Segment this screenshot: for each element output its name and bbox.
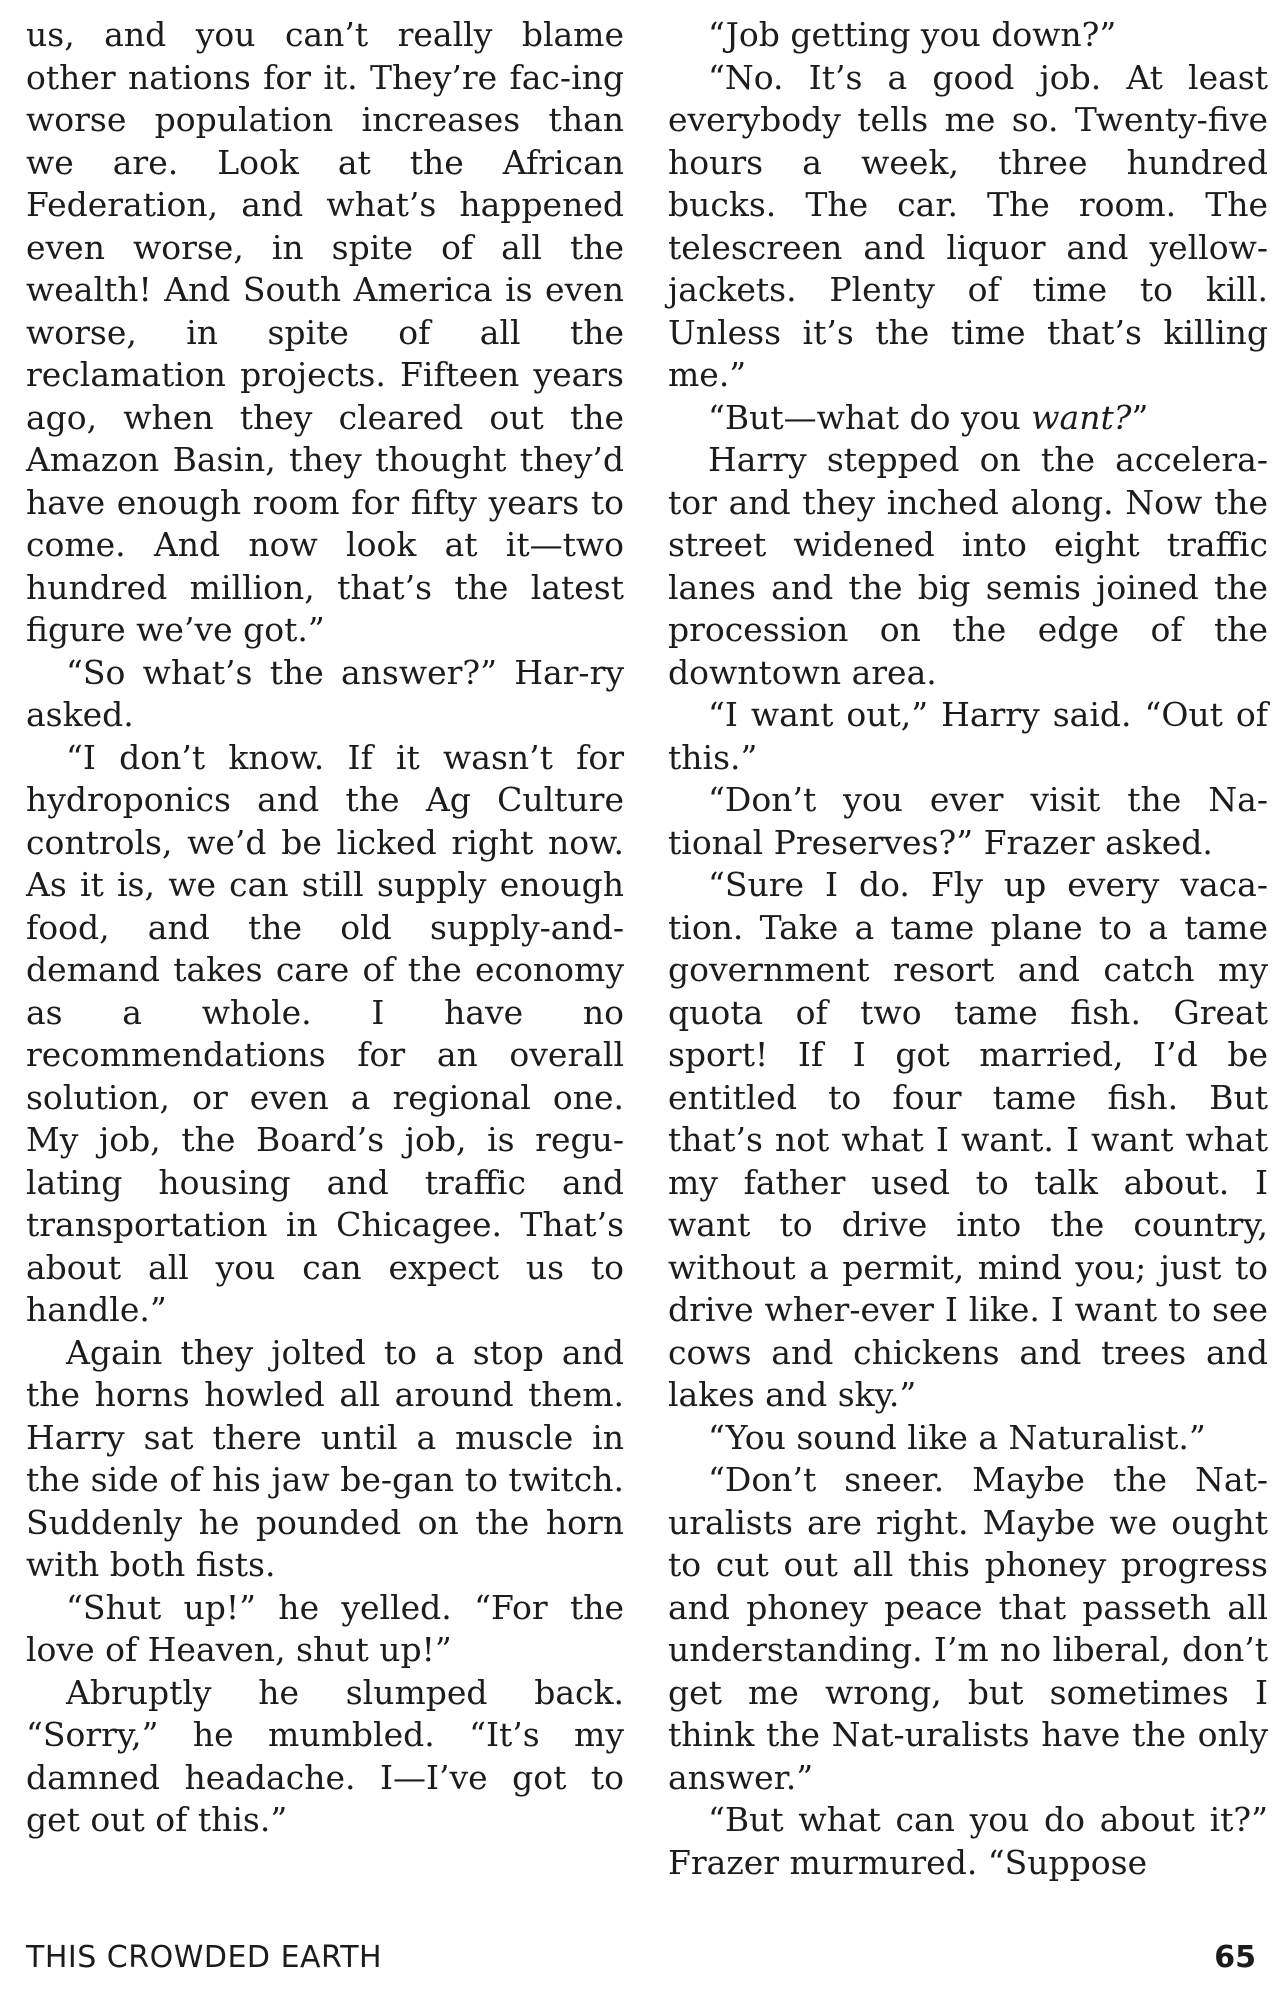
left-text-column (26, 14, 624, 1842)
paragraph: “No. It’s a good job. At least everybody tells me so. Twenty-five hours a week, three hundred bucks. The car. The room. The telescreen and liquor and yellow-jackets. Plenty of time to kill. Unless it’s the time that’s killing me.” (668, 57, 1268, 394)
paragraph: “You sound like a Naturalist.” (708, 1417, 1206, 1457)
paragraph: us, and you can’t really blame other nations for it. They’re fac-ing worse population increases than we are. Look at the African Federation, and what’s happened even worse, in spite of all the wealth! And South America is even worse, in spite of all the reclamation projects. Fifteen years ago, when they cleared out the Amazon Basin, they thought they’d have enough room for fifty years to come. And now look at it—two hundred million, that’s the latest figure we’ve got.” (26, 15, 624, 649)
paragraph: “Don’t sneer. Maybe the Nat-uralists are right. Maybe we ought to cut out all this phoney progress and phoney peace that passeth all understanding. I’m no liberal, don’t get me wrong, but sometimes I think the Nat-uralists have the only answer.” (668, 1460, 1268, 1797)
paragraph: Again they jolted to a stop and the horns howled all around them. Harry sat there until a muscle in the side of his jaw be-gan to twitch. Suddenly he pounded on the horn with both fists. (26, 1332, 624, 1584)
paragraph: “I want out,” Harry said. “Out of this.” (668, 695, 1268, 777)
paragraph: “But—what do you want?” (708, 397, 1149, 437)
paragraph: “Job getting you down?” (708, 15, 1117, 54)
page-number: 65 (1214, 1940, 1256, 1975)
paragraph: “Shut up!” he yelled. “For the love of Heaven, shut up!” (26, 1587, 624, 1669)
paragraph: “Sure I do. Fly up every vaca-tion. Take a tame plane to a tame government resort and catch my quota of two tame fish. Great sport! If I got married, I’d be entitled to four tame fish. But that’s not what I want. I want what my father used to talk about. I want to drive into the country, without a permit, mind you; just to drive wher-ever I like. I want to see cows and chickens and trees and lakes and sky.” (668, 865, 1268, 1414)
paragraph: “Don’t you ever visit the Na-tional Preserves?” Frazer asked. (668, 780, 1268, 862)
paragraph: Abruptly he slumped back. “Sorry,” he mumbled. “It’s my damned headache. I—I’ve got to get out of this.” (26, 1672, 624, 1839)
running-title: THIS CROWDED EARTH (26, 1940, 383, 1975)
paragraph: “I don’t know. If it wasn’t for hydroponics and the Ag Culture controls, we’d be licked right now. As it is, we can still supply enough food, and the old supply-and-demand takes care of the economy as a whole. I have no recommendations for an overall solution, or even a regional one. My job, the Board’s job, is regu-lating housing and traffic and transportation in Chicagee. That’s about all you can expect us to handle.” (26, 737, 624, 1329)
paragraph: “But what can you do about it?” Frazer murmured. “Suppose (668, 1800, 1268, 1882)
paragraph: Harry stepped on the accelera-tor and they inched along. Now the street widened into eight traffic lanes and the big semis joined the procession on the edge of the downtown area. (668, 440, 1268, 692)
paragraph: “So what’s the answer?” Har-ry asked. (26, 652, 624, 734)
right-text-column (668, 14, 1268, 1884)
emphasis: want? (1031, 397, 1132, 437)
